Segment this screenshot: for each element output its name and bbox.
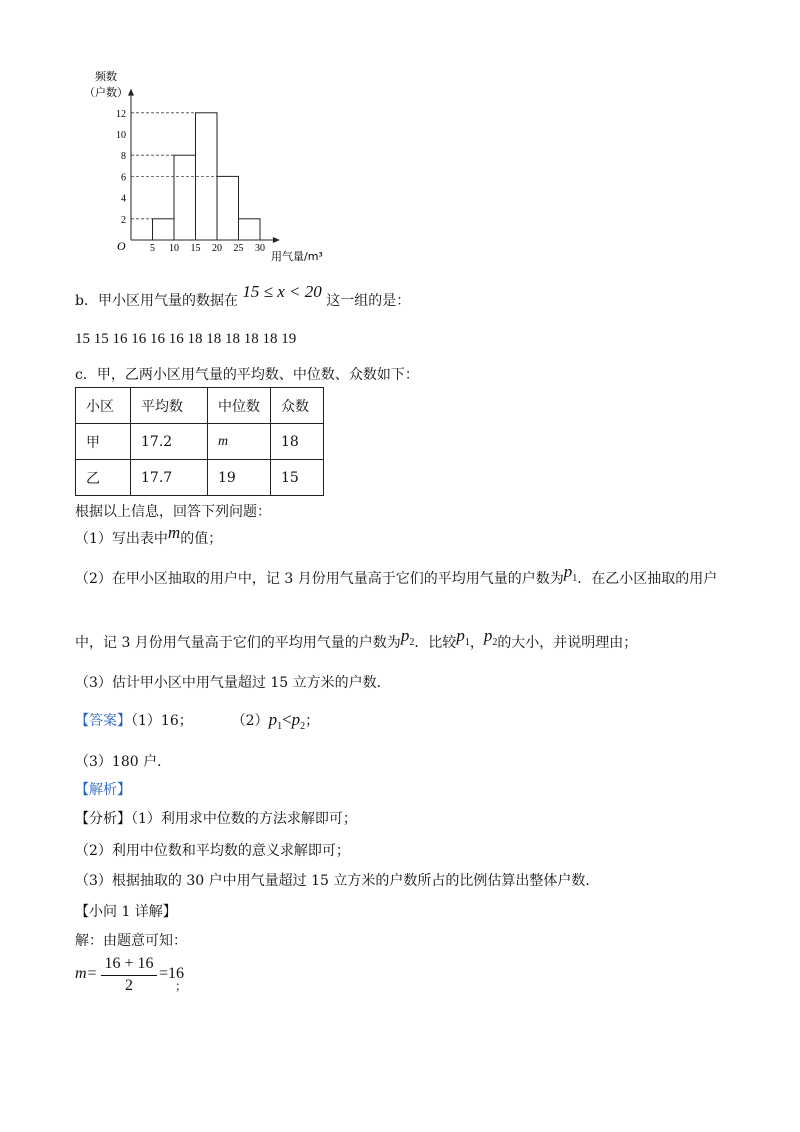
part-b-suffix: 这一组的是： bbox=[326, 293, 411, 309]
less-than: < bbox=[282, 710, 292, 729]
part-b-inequality: 15 ≤ x < 20 bbox=[242, 282, 322, 301]
p-subscript: 1 bbox=[277, 720, 283, 732]
table-cell: 19 bbox=[208, 460, 271, 496]
p-subscript: 2 bbox=[300, 720, 306, 732]
table-cell: 15 bbox=[271, 460, 324, 496]
q2-line1-prefix: （2）在甲小区抽取的用户中，记 3 月份用气量高于它们的平均用气量的户数为 bbox=[75, 571, 564, 587]
histogram-bar bbox=[239, 219, 261, 240]
q2-line2-mid: ．比较 bbox=[414, 635, 457, 651]
answer-1: （1）16； bbox=[131, 713, 193, 729]
p-subscript: 1 bbox=[464, 636, 470, 648]
histogram-bar bbox=[217, 176, 239, 240]
y-tick-label: 6 bbox=[121, 172, 126, 184]
chart-origin: O bbox=[117, 239, 126, 253]
q2-line2-suffix: 的大小，并说明理由； bbox=[497, 635, 638, 651]
table-row bbox=[76, 460, 324, 496]
semicolon: ； bbox=[305, 713, 320, 729]
p-var: p bbox=[268, 710, 278, 729]
table-cell: 18 bbox=[271, 424, 324, 460]
data-line: 15 15 16 16 16 16 18 18 18 18 18 19 bbox=[75, 331, 297, 347]
answer-3: （3）180 户． bbox=[75, 754, 172, 770]
p-subscript: 2 bbox=[492, 636, 498, 648]
questions-intro: 根据以上信息，回答下列问题： bbox=[75, 504, 271, 520]
comma: ， bbox=[469, 635, 484, 651]
histogram-bar bbox=[153, 219, 175, 240]
table-cell: 乙 bbox=[76, 460, 131, 496]
formula-denominator: 2 bbox=[125, 977, 133, 994]
histogram-bar bbox=[174, 155, 196, 240]
part-c-line: c．甲，乙两小区用气量的平均数、中位数、众数如下： bbox=[75, 367, 419, 383]
q1-var: m bbox=[167, 523, 181, 542]
question-3: （3）估计甲小区中用气量超过 15 立方米的户数． bbox=[75, 675, 391, 691]
p-var: p bbox=[400, 626, 410, 645]
chart-xlabel: 用气量/m³ bbox=[271, 250, 323, 263]
table-header-row bbox=[76, 388, 324, 424]
answer-line bbox=[75, 710, 319, 732]
histogram-chart bbox=[0, 0, 800, 280]
x-tick-label: 25 bbox=[233, 243, 244, 254]
x-axis-arrow bbox=[273, 237, 280, 243]
solve-line: 解：由题意可知： bbox=[75, 933, 187, 949]
stats-table bbox=[75, 387, 324, 496]
q1-prefix: （1）写出表中 bbox=[75, 531, 168, 547]
p-var: p bbox=[563, 562, 573, 581]
x-tick-label: 5 bbox=[150, 243, 155, 254]
formula-result: =16 bbox=[159, 965, 185, 982]
x-tick-label: 30 bbox=[255, 243, 265, 254]
table-cell: 17.7 bbox=[131, 460, 208, 496]
analysis-line3: （3）根据抽取的 30 户中用气量超过 15 立方米的户数所占的比例估算出整体户数． bbox=[75, 873, 600, 889]
table-header-cell: 小区 bbox=[76, 388, 131, 424]
y-tick-label: 10 bbox=[116, 130, 126, 141]
q1-suffix: 的值； bbox=[180, 531, 223, 547]
table-header-cell: 中位数 bbox=[208, 388, 271, 424]
y-tick-label: 2 bbox=[121, 214, 126, 226]
table-header-cell: 众数 bbox=[271, 388, 324, 424]
table-cell: 甲 bbox=[76, 424, 131, 460]
analysis-label: 【解析】 bbox=[75, 782, 131, 798]
table-cell: m bbox=[208, 424, 271, 460]
x-tick-label: 15 bbox=[190, 243, 201, 254]
chart-ylabel-line2: （户数） bbox=[84, 86, 128, 99]
analysis-line2: （2）利用中位数和平均数的意义求解即可； bbox=[75, 843, 350, 859]
p-var: p bbox=[456, 626, 465, 645]
q2-line1-suffix: ．在乙小区抽取的用户 bbox=[577, 571, 718, 587]
question-2-line1 bbox=[75, 562, 718, 590]
answer-label: 【答案】 bbox=[75, 713, 131, 729]
table-row bbox=[76, 424, 324, 460]
table-header-cell: 平均数 bbox=[131, 388, 208, 424]
question-1 bbox=[75, 523, 223, 548]
p-var: p bbox=[291, 710, 301, 729]
question-2-line2 bbox=[75, 626, 638, 654]
part-b-prefix: b．甲小区用气量的数据在 bbox=[75, 293, 238, 309]
y-tick-label: 12 bbox=[116, 108, 126, 120]
detail-title: 【小问 1 详解】 bbox=[75, 904, 177, 920]
analysis-fenxi: 【分析】（1）利用求中位数的方法求解即可； bbox=[75, 811, 357, 827]
p-var: p bbox=[483, 626, 493, 645]
fraction-bar bbox=[101, 975, 157, 976]
formula-end: ； bbox=[175, 979, 188, 993]
y-tick-label: 8 bbox=[121, 151, 126, 163]
p-subscript: 2 bbox=[409, 636, 415, 648]
formula-numerator: 16 + 16 bbox=[104, 955, 154, 972]
y-tick-label: 4 bbox=[121, 193, 126, 205]
q2-line2-prefix: 中，记 3 月份用气量高于它们的平均用气量的户数为 bbox=[75, 635, 401, 651]
x-tick-label: 20 bbox=[212, 243, 222, 254]
answer-2-prefix: （2） bbox=[231, 713, 269, 729]
y-axis-arrow bbox=[128, 89, 134, 96]
formula-lhs: m= bbox=[75, 965, 98, 982]
table-cell: 17.2 bbox=[131, 424, 208, 460]
part-b-line bbox=[75, 282, 411, 310]
chart-ylabel-line1: 频数 bbox=[95, 70, 117, 83]
x-tick-label: 10 bbox=[169, 243, 179, 254]
p-subscript: 1 bbox=[572, 572, 578, 584]
